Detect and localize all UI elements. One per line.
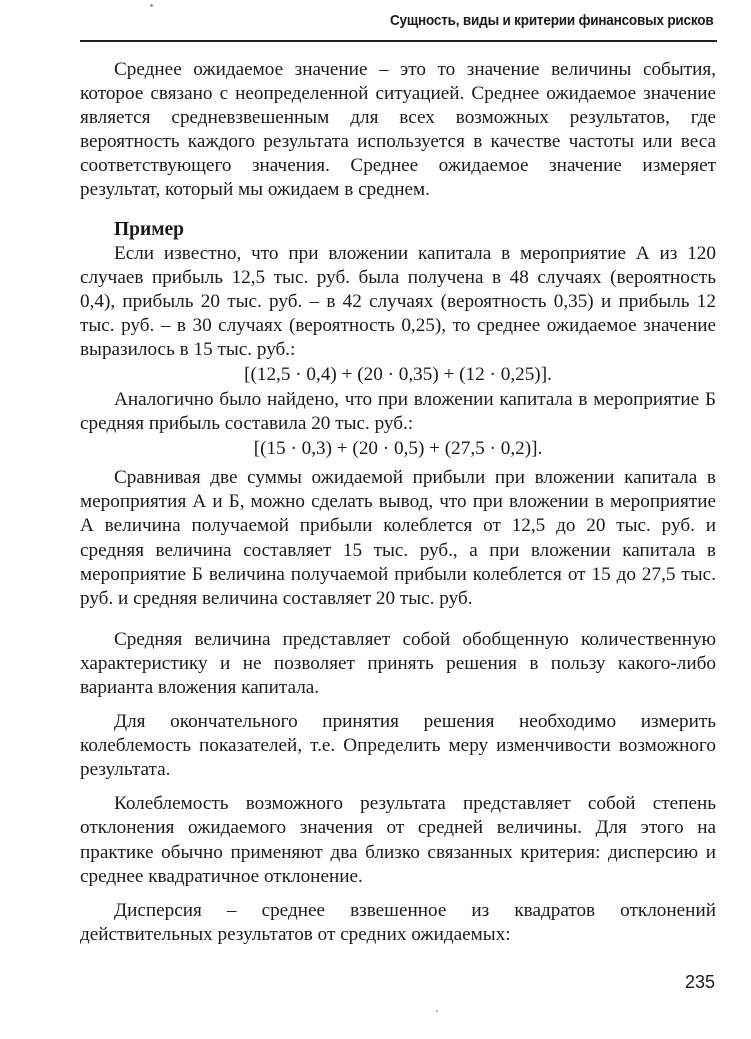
paragraph-variability-definition: Колеблемость возможного результата представляет собой степень отклонения ожидаемого значения от средней величины. Для этого на практике обычно применяют два близко связанных критерия: дисперсию и среднее квадратичное отклонение.	[80, 793, 716, 887]
page-body	[80, 58, 716, 947]
header-rule	[80, 40, 717, 42]
example-heading: Пример	[114, 218, 185, 240]
paragraph-comparison: Сравнивая две суммы ожидаемой прибыли при вложении капитала в мероприятия А и Б, можно сделать вывод, что при вложении в мероприятие А величина получаемой прибыли колеблется от 12,5 до 20 тыс. руб. и средняя величина составляет 15 тыс. руб., а при вложении капитала в мероприятие Б величина получаемой прибыли колеблется от 15 до 27,5 тыс. руб. и средняя величина составляет 20 тыс. руб.	[80, 467, 716, 609]
paragraph-dispersion: Дисперсия – среднее взвешенное из квадратов отклонений действительных результатов от средних ожидаемых:	[80, 899, 716, 945]
paragraph-expected-value: Среднее ожидаемое значение – это то значение величины события, которое связано с неопределенной ситуацией. Среднее ожидаемое значение является средневзвешенным для всех возможных результатов, где вероятность каждого результата используется в качестве частоты или веса соответствующего значения. Среднее ожидаемое значение измеряет результат, который мы ожидаем в среднем.	[80, 59, 716, 201]
page-number: 235	[684, 972, 715, 992]
running-header: Сущность, виды и критерии финансовых рисков	[389, 12, 713, 29]
formula-a: [(12,5 · 0,4) + (20 · 0,35) + (12 · 0,25)].	[244, 364, 552, 386]
scan-speck	[150, 4, 153, 7]
paragraph-average: Средняя величина представляет собой обобщенную количественную характеристику и не позволяет принять решения в пользу какого-либо варианта вложения капитала.	[80, 628, 716, 698]
paragraph-example-b: Аналогично было найдено, что при вложении капитала в мероприятие Б средняя прибыль составила 20 тыс. руб.:	[80, 389, 716, 435]
scan-speck	[436, 1010, 438, 1012]
paragraph-example-a: Если известно, что при вложении капитала в мероприятие А из 120 случаев прибыль 12,5 тыс. руб. была получена в 48 случаях (вероятность 0,4), прибыль 20 тыс. руб. – в 42 случаях (вероятность 0,35) и прибыль 12 тыс. руб. – в 30 случаях (вероятность 0,25), то среднее ожидаемое значение выразилось в 15 тыс. руб.:	[80, 242, 716, 360]
paragraph-variability-need: Для окончательного принятия решения необходимо измерить колеблемость показателей, т.е. Определить меру изменчивости возможного результата.	[80, 711, 716, 781]
formula-b: [(15 · 0,3) + (20 · 0,5) + (27,5 · 0,2)].	[253, 438, 543, 460]
